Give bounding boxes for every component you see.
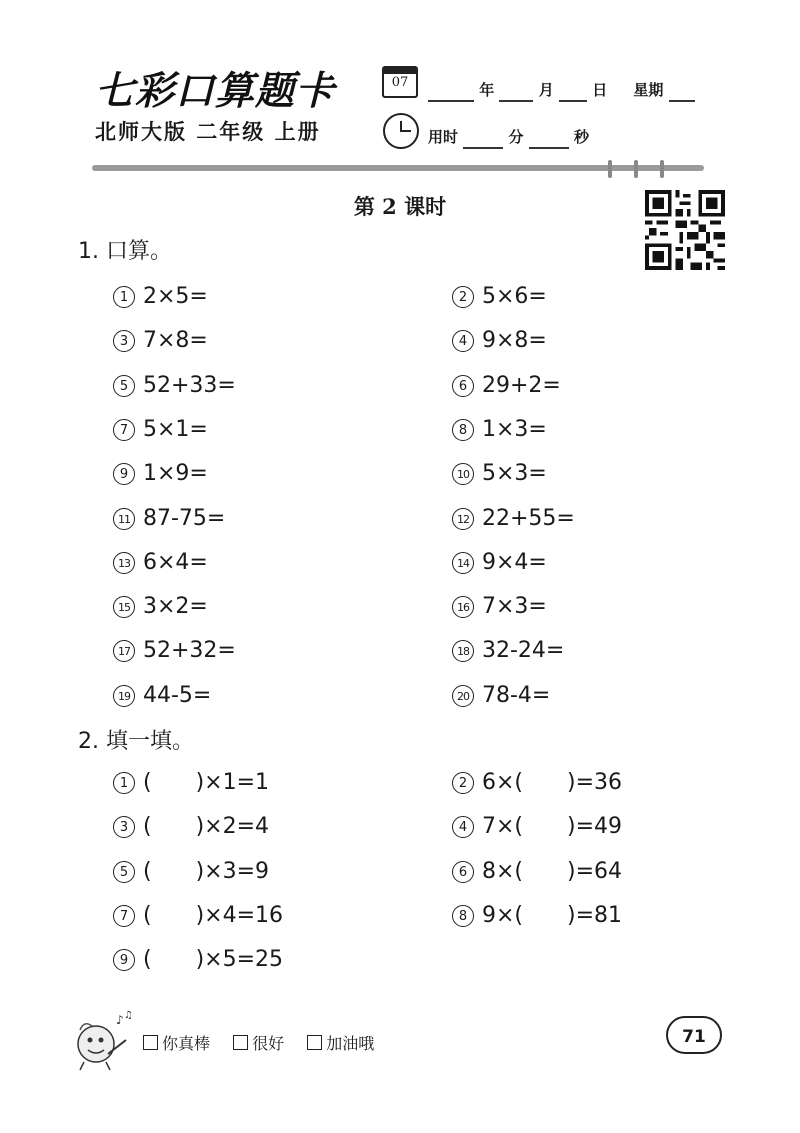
problem-text: 5×6= xyxy=(482,284,547,309)
header-divider xyxy=(92,165,704,171)
problem-number-marker: 6 xyxy=(452,861,474,883)
section-title: 1. 口算。 xyxy=(78,239,172,264)
calendar-number: 07 xyxy=(391,75,409,90)
svg-text:♪: ♪ xyxy=(116,1013,124,1027)
problem-number-marker: 1 xyxy=(113,286,135,308)
rating-option-great[interactable] xyxy=(143,1034,210,1053)
problem-text: 9×4= xyxy=(482,549,547,575)
problem-text-before: ( xyxy=(143,858,152,884)
page-number: 71 xyxy=(666,1016,722,1054)
section-title: 2. 填一填。 xyxy=(78,729,194,754)
problem-number-marker: 4 xyxy=(452,330,474,352)
day-label: 日 xyxy=(592,81,608,99)
problem-text-before: ( xyxy=(143,814,152,840)
problem-number-marker: 18 xyxy=(452,640,474,662)
math-problem xyxy=(113,592,208,622)
rating-label: 你真棒 xyxy=(162,1034,211,1053)
problem-number-marker: 4 xyxy=(452,816,474,838)
problem-text: 3×2= xyxy=(143,594,208,620)
problem-text-after: )×3=9 xyxy=(195,858,270,884)
date-line xyxy=(428,78,695,102)
fill-in-problem xyxy=(452,901,622,931)
year-label: 年 xyxy=(479,81,495,99)
rating-option-good[interactable] xyxy=(233,1034,284,1053)
problem-text-before: ( xyxy=(143,770,152,795)
math-problem xyxy=(113,371,236,401)
problem-number-marker: 1 xyxy=(113,772,135,794)
problem-number-marker: 19 xyxy=(113,685,135,707)
problem-number-marker: 14 xyxy=(452,552,474,574)
time-used-label: 用时 xyxy=(428,128,459,146)
problem-text-after: )=81 xyxy=(567,902,623,928)
binder-ring xyxy=(634,160,638,178)
problem-text-after: )×1=1 xyxy=(195,770,270,795)
math-problem xyxy=(113,636,236,666)
problem-text: 52+32= xyxy=(143,638,236,664)
problem-text-before: 6×( xyxy=(482,770,524,795)
problem-number-marker: 8 xyxy=(452,419,474,441)
weekday-blank[interactable] xyxy=(669,82,695,102)
problem-text: 7×8= xyxy=(143,328,208,354)
binder-ring xyxy=(660,160,664,178)
time-line xyxy=(428,125,589,149)
problem-text-after: )=49 xyxy=(567,814,623,840)
day-blank[interactable] xyxy=(559,82,587,102)
mascot-illustration xyxy=(70,1010,134,1072)
math-problem xyxy=(452,371,561,401)
problem-text: 1×9= xyxy=(143,461,208,487)
checkbox[interactable] xyxy=(307,1035,322,1050)
weekday-label: 星期 xyxy=(633,81,664,99)
problem-text: 52+33= xyxy=(143,372,236,398)
problem-number-marker: 16 xyxy=(452,596,474,618)
fill-in-problem xyxy=(452,812,622,842)
math-problem xyxy=(452,681,550,711)
fill-in-problem xyxy=(113,945,283,975)
math-problem xyxy=(452,459,547,489)
problem-number-marker: 7 xyxy=(113,905,135,927)
problem-text: 1×3= xyxy=(482,416,547,442)
self-rating-options xyxy=(143,1031,392,1057)
problem-text: 22+55= xyxy=(482,505,575,531)
problem-text: 2×5= xyxy=(143,284,208,309)
math-problem xyxy=(452,504,575,534)
calendar-icon xyxy=(382,66,418,98)
fill-in-problem xyxy=(113,857,269,887)
rating-option-keep-going[interactable] xyxy=(307,1034,374,1053)
problem-number-marker: 2 xyxy=(452,772,474,794)
problem-number-marker: 12 xyxy=(452,508,474,530)
problem-text: 78-4= xyxy=(482,682,551,708)
problem-number-marker: 3 xyxy=(113,330,135,352)
lesson-title: 第 2 课时 xyxy=(353,194,447,219)
checkbox[interactable] xyxy=(143,1035,158,1050)
problem-text-before: 8×( xyxy=(482,858,524,884)
math-problem xyxy=(452,592,547,622)
binder-ring xyxy=(608,160,612,178)
problem-text: 32-24= xyxy=(482,638,565,664)
problem-number-marker: 6 xyxy=(452,375,474,397)
math-problem xyxy=(113,282,208,312)
math-problem xyxy=(113,548,208,578)
math-problem xyxy=(452,636,564,666)
problem-text: 5×3= xyxy=(482,461,547,487)
math-problem xyxy=(452,326,547,356)
clock-icon xyxy=(383,113,419,149)
problem-number-marker: 9 xyxy=(113,463,135,485)
problem-text-after: )×5=25 xyxy=(195,947,284,973)
brand-subtitle: 北师大版 二年级 上册 xyxy=(95,120,321,144)
fill-in-problem xyxy=(113,812,269,842)
problem-text: 29+2= xyxy=(482,372,561,398)
rating-label: 很好 xyxy=(252,1034,285,1053)
problem-number-marker: 5 xyxy=(113,375,135,397)
problem-number-marker: 20 xyxy=(452,685,474,707)
brand-title: 七彩口算题卡 xyxy=(95,68,336,114)
checkbox[interactable] xyxy=(233,1035,248,1050)
problem-text: 7×3= xyxy=(482,594,547,620)
math-problem xyxy=(113,326,208,356)
math-problem xyxy=(113,415,208,445)
problem-number-marker: 13 xyxy=(113,552,135,574)
problem-text: 87-75= xyxy=(143,505,226,531)
problem-text-after: )=64 xyxy=(567,858,623,884)
problem-text-before: 9×( xyxy=(482,902,524,928)
minutes-label: 分 xyxy=(508,128,524,146)
problem-text-before: ( xyxy=(143,902,152,928)
svg-text:♫: ♫ xyxy=(124,1010,133,1021)
math-problem xyxy=(113,504,225,534)
problem-number-marker: 8 xyxy=(452,905,474,927)
problem-number-marker: 9 xyxy=(113,949,135,971)
problem-text-after: )×4=16 xyxy=(195,902,284,928)
problem-text-after: )=36 xyxy=(567,770,623,795)
year-blank[interactable] xyxy=(428,82,474,102)
fill-in-problem xyxy=(452,768,622,798)
problem-number-marker: 5 xyxy=(113,861,135,883)
qr-code[interactable] xyxy=(645,190,725,270)
problem-number-marker: 2 xyxy=(452,286,474,308)
problem-text-before: 7×( xyxy=(482,814,524,840)
fill-in-problem xyxy=(452,857,622,887)
problem-text: 6×4= xyxy=(143,549,208,575)
math-problem xyxy=(452,548,547,578)
problem-text-after: )×2=4 xyxy=(195,814,270,840)
problem-number-marker: 3 xyxy=(113,816,135,838)
rating-label: 加油哦 xyxy=(326,1034,375,1053)
month-blank[interactable] xyxy=(499,82,533,102)
math-problem xyxy=(452,415,547,445)
problem-text: 9×8= xyxy=(482,328,547,354)
minutes-blank[interactable] xyxy=(463,129,503,149)
problem-number-marker: 11 xyxy=(113,508,135,530)
month-label: 月 xyxy=(538,81,554,99)
math-problem xyxy=(113,459,208,489)
problem-text: 44-5= xyxy=(143,682,212,708)
seconds-label: 秒 xyxy=(573,128,589,146)
problem-number-marker: 15 xyxy=(113,596,135,618)
problem-text: 5×1= xyxy=(143,416,208,442)
math-problem xyxy=(113,681,211,711)
math-problem xyxy=(452,282,547,312)
problem-text-before: ( xyxy=(143,947,152,973)
fill-in-problem xyxy=(113,901,283,931)
problem-number-marker: 7 xyxy=(113,419,135,441)
problem-number-marker: 10 xyxy=(452,463,474,485)
seconds-blank[interactable] xyxy=(529,129,569,149)
problem-number-marker: 17 xyxy=(113,640,135,662)
fill-in-problem xyxy=(113,768,269,798)
